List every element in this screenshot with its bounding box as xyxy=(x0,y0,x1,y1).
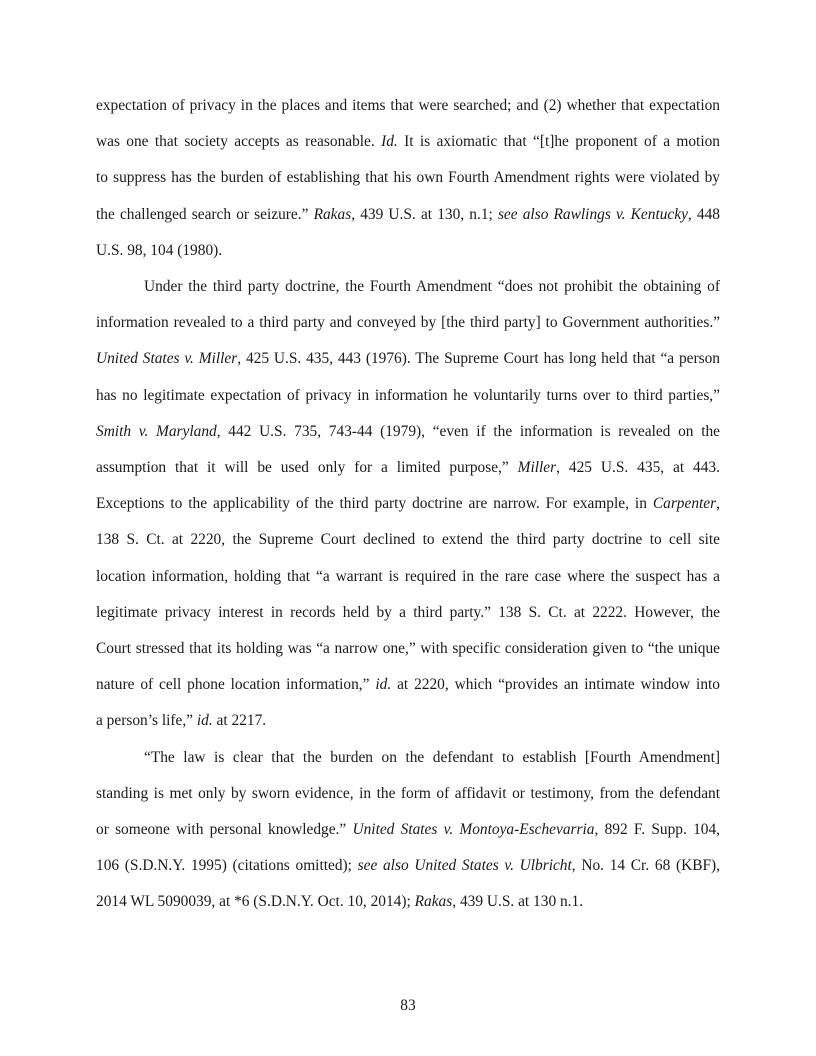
text-line xyxy=(96,820,720,840)
text-run: Exceptions to the applicability of the third party doctrine are narrow. For example, in xyxy=(96,495,653,513)
text-line xyxy=(96,349,720,369)
citation-italic: id. xyxy=(196,712,213,730)
text-line xyxy=(96,530,720,550)
text-line xyxy=(96,711,720,731)
text-run: expectation of privacy in the places and items that were searched; and (2) whether that expectation xyxy=(96,97,720,114)
text-line xyxy=(96,241,720,261)
text-line xyxy=(96,639,720,659)
text-run: assumption that it will be used only for a limited purpose,” xyxy=(96,459,518,476)
text-line xyxy=(96,458,720,478)
text-run: location information, holding that “a warrant is required in the rare case where the suspect has a xyxy=(96,567,720,585)
text-run: Court stressed that its holding was “a narrow one,” with specific consideration given to “the unique xyxy=(96,640,720,657)
text-run: at 2217. xyxy=(212,712,267,730)
citation-italic: Id. xyxy=(381,133,398,151)
text-run: Under the third party doctrine, the Fourth Amendment “does not prohibit the obtaining of xyxy=(144,278,720,295)
text-line xyxy=(96,168,720,188)
text-run: , xyxy=(716,495,720,513)
text-line xyxy=(144,748,720,768)
text-line xyxy=(96,784,720,804)
citation-italic: see also United States v. Ulbricht xyxy=(357,857,572,875)
text-run: , 439 U.S. at 130 n.1. xyxy=(452,893,584,911)
text-line xyxy=(96,856,720,876)
citation-italic: id. xyxy=(375,676,392,694)
text-run: 2014 WL 5090039, at *6 (S.D.N.Y. Oct. 10, 2014); xyxy=(96,893,415,911)
text-run: has no legitimate expectation of privacy in information he voluntarily turns over to third parties,” xyxy=(96,386,720,404)
citation-italic: United States v. Miller xyxy=(96,350,238,368)
text-run: U.S. 98, 104 (1980). xyxy=(96,241,223,259)
text-run: nature of cell phone location information,” xyxy=(96,676,376,694)
text-run: 138 S. Ct. at 2220, the Supreme Court declined to extend the third party doctrine to cell site xyxy=(96,531,720,549)
text-line xyxy=(96,96,720,116)
text-run: at 2220, which “provides an intimate window into xyxy=(391,676,720,694)
text-run: , 442 U.S. 735, 743-44 (1979), “even if the information is revealed on the xyxy=(216,422,720,440)
text-run: legitimate privacy interest in records held by a third party.” 138 S. Ct. at 2222. However, the xyxy=(96,603,720,621)
text-run: a person’s life,” xyxy=(96,712,197,730)
text-run: to suppress has the burden of establishing that his own Fourth Amendment rights were violated by xyxy=(96,169,720,187)
text-line xyxy=(96,386,720,406)
text-run: , 425 U.S. 435, 443 (1976). The Supreme Court has long held that “a person xyxy=(237,350,720,368)
citation-italic: see also Rawlings v. Kentucky xyxy=(497,205,688,223)
text-line xyxy=(96,892,720,912)
text-run: standing is met only by sworn evidence, in the form of affidavit or testimony, from the defendant xyxy=(96,784,720,802)
text-run: “The law is clear that the burden on the defendant to establish [Fourth Amendment] xyxy=(144,748,720,766)
text-line xyxy=(96,603,720,623)
citation-italic: United States v. Montoya-Eschevarria xyxy=(352,821,595,838)
text-run: information revealed to a third party and conveyed by [the third party] to Government authorities.” xyxy=(96,314,720,332)
citation-italic: Miller xyxy=(517,459,557,476)
citation-italic: Carpenter xyxy=(652,495,717,513)
text-run: , 439 U.S. at 130, n.1; xyxy=(351,205,498,223)
page-number: 83 xyxy=(400,997,416,1014)
text-run: , 892 F. Supp. 104, xyxy=(594,821,721,838)
text-line xyxy=(96,675,720,695)
text-run: the challenged search or seizure.” xyxy=(96,205,314,223)
text-line xyxy=(96,205,720,225)
text-run: 106 (S.D.N.Y. 1995) (citations omitted); xyxy=(96,857,358,875)
text-run: , 425 U.S. 435, at 443. xyxy=(556,459,720,476)
text-line xyxy=(96,567,720,587)
citation-italic: Rakas xyxy=(414,893,453,911)
text-run: , No. 14 Cr. 68 (KBF), xyxy=(571,857,720,875)
citation-italic: Smith v. Maryland xyxy=(96,422,217,440)
text-line xyxy=(96,132,720,152)
text-run: , 448 xyxy=(687,205,720,223)
text-run: was one that society accepts as reasonable. xyxy=(96,133,382,151)
text-line xyxy=(96,313,720,333)
text-run: or someone with personal knowledge.” xyxy=(96,821,353,838)
text-run: It is axiomatic that “[t]he proponent of a motion xyxy=(397,133,720,151)
citation-italic: Rakas xyxy=(313,205,352,223)
text-line xyxy=(96,422,720,442)
text-line xyxy=(96,494,720,514)
text-line xyxy=(144,277,720,297)
